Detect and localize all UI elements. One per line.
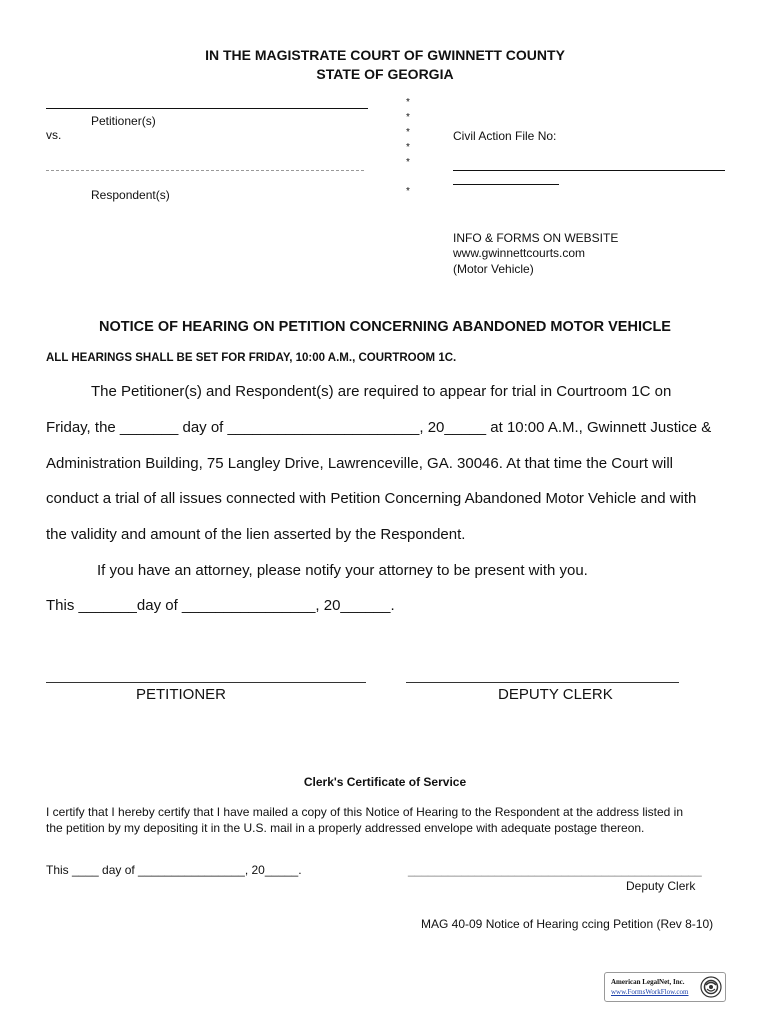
certificate-date-line: This ____ day of ________________, 20_____. [46,863,302,877]
certificate-line-1: I certify that I hereby certify that I have mailed a copy of this Notice of Hearing to the Respondent at the address listed in [46,805,684,819]
court-name: IN THE MAGISTRATE COURT OF GWINNETT COUNTY [205,47,565,63]
caption-separator: * [406,157,410,168]
deputy-clerk-signature-label: DEPUTY CLERK [498,686,613,703]
petitioner-line [46,108,368,109]
notice-title: NOTICE OF HEARING ON PETITION CONCERNING ABANDONED MOTOR VEHICLE [99,319,671,335]
seal-icon [700,976,722,998]
vs-label: vs. [46,128,62,142]
certificate-signature-label: Deputy Clerk [626,879,696,893]
caption-separator: * [406,97,410,108]
publisher-name: American LegalNet, Inc. [611,978,685,986]
certificate-title: Clerk's Certificate of Service [303,775,467,789]
state-name: STATE OF GEORGIA [316,66,454,82]
info-website: www.gwinnettcourts.com [453,246,586,260]
certificate-signature-line[interactable]: ____________________________________________ [408,863,702,877]
info-line-3: (Motor Vehicle) [453,262,534,276]
notice-date-line: This _______day of ________________, 20______. [46,597,395,614]
notice-subtitle: ALL HEARINGS SHALL BE SET FOR FRIDAY, 10:00 A.M., COURTROOM 1C. [46,352,457,364]
petitioner-label: Petitioner(s) [91,114,156,128]
attorney-note: If you have an attorney, please notify your attorney to be present with you. [97,562,588,579]
form-identifier: MAG 40-09 Notice of Hearing ccing Petition (Rev 8-10) [421,917,714,931]
deputy-clerk-signature-line[interactable] [406,682,679,683]
file-number-line[interactable] [453,170,725,171]
caption-separator: * [406,112,410,123]
petitioner-signature-label: PETITIONER [136,686,227,703]
notice-body-line-4: conduct a trial of all issues connected with Petition Concerning Abandoned Motor Vehicle and with [46,490,697,507]
civil-action-label: Civil Action File No: [453,129,557,143]
publisher-url[interactable]: www.FormsWorkFlow.com [611,988,689,996]
caption-separator: * [406,142,410,153]
file-number-line-2[interactable] [453,184,559,185]
caption-separator: * [406,186,410,197]
notice-body-line-1: The Petitioner(s) and Respondent(s) are required to appear for trial in Courtroom 1C on [91,383,672,400]
respondent-label: Respondent(s) [91,188,170,202]
notice-body-line-2: Friday, the _______ day of _______________________, 20_____ at 10:00 A.M., Gwinnett Justice & [46,419,712,436]
notice-body-line-3: Administration Building, 75 Langley Drive, Lawrenceville, GA. 30046. At that time the Court will [46,455,673,472]
notice-body-line-5: the validity and amount of the lien asserted by the Respondent. [46,526,466,543]
info-line-1: INFO & FORMS ON WEBSITE [453,231,619,245]
publisher-logo [604,972,726,1002]
certificate-line-2: the petition by my depositing it in the U.S. mail in a properly addressed envelope with adequate postage thereon. [46,821,645,835]
respondent-line [46,170,364,171]
caption-separator: * [406,127,410,138]
petitioner-signature-line[interactable] [46,682,366,683]
